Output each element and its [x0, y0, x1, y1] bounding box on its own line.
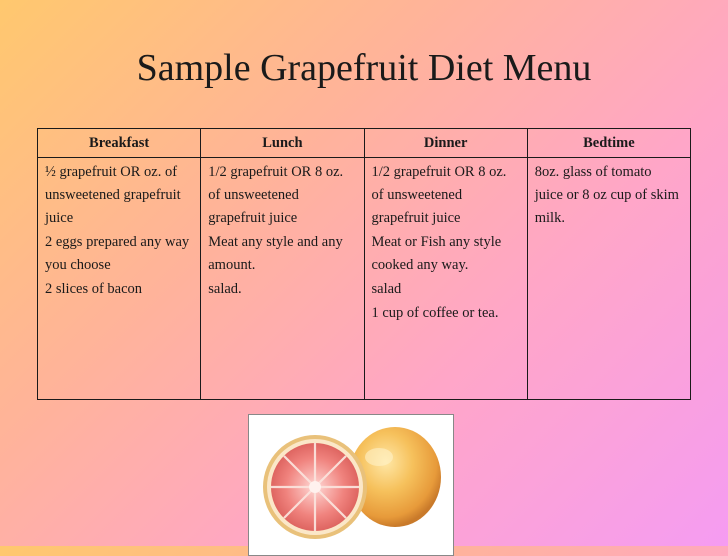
header-lunch: Lunch — [201, 129, 364, 158]
breakfast-cell — [38, 158, 201, 400]
cell-line: salad. — [208, 281, 242, 297]
cell-line: 1/2 grapefruit OR 8 oz. of unsweetened grapefruit juice — [371, 164, 507, 226]
cell-line: salad — [371, 281, 402, 297]
cell-line: 8oz. glass of tomato juice or 8 oz cup of skim milk. — [534, 164, 679, 226]
diet-menu-table — [37, 128, 691, 400]
table-header-row — [38, 129, 691, 158]
cell-line: Meat or Fish any style cooked any way. — [371, 234, 502, 273]
lunch-cell — [201, 158, 364, 400]
header-bedtime: Bedtime — [527, 129, 690, 158]
header-breakfast: Breakfast — [38, 129, 201, 158]
cell-line: 2 eggs prepared any way you choose — [45, 234, 190, 273]
cell-line: ½ grapefruit OR oz. of unsweetened grapefruit juice — [45, 164, 181, 226]
dinner-cell — [364, 158, 527, 400]
cell-line: 1/2 grapefruit OR 8 oz. of unsweetened grapefruit juice — [208, 164, 344, 226]
bedtime-cell — [527, 158, 690, 400]
header-dinner: Dinner — [364, 129, 527, 158]
table-row — [38, 158, 691, 400]
cell-line: 1 cup of coffee or tea. — [371, 305, 499, 321]
grapefruit-illustration — [249, 415, 453, 547]
grapefruit-photo — [248, 414, 454, 556]
cell-line: Meat any style and any amount. — [208, 234, 343, 273]
cell-line: 2 slices of bacon — [45, 281, 143, 297]
slide-title: Sample Grapefruit Diet Menu — [136, 47, 592, 89]
